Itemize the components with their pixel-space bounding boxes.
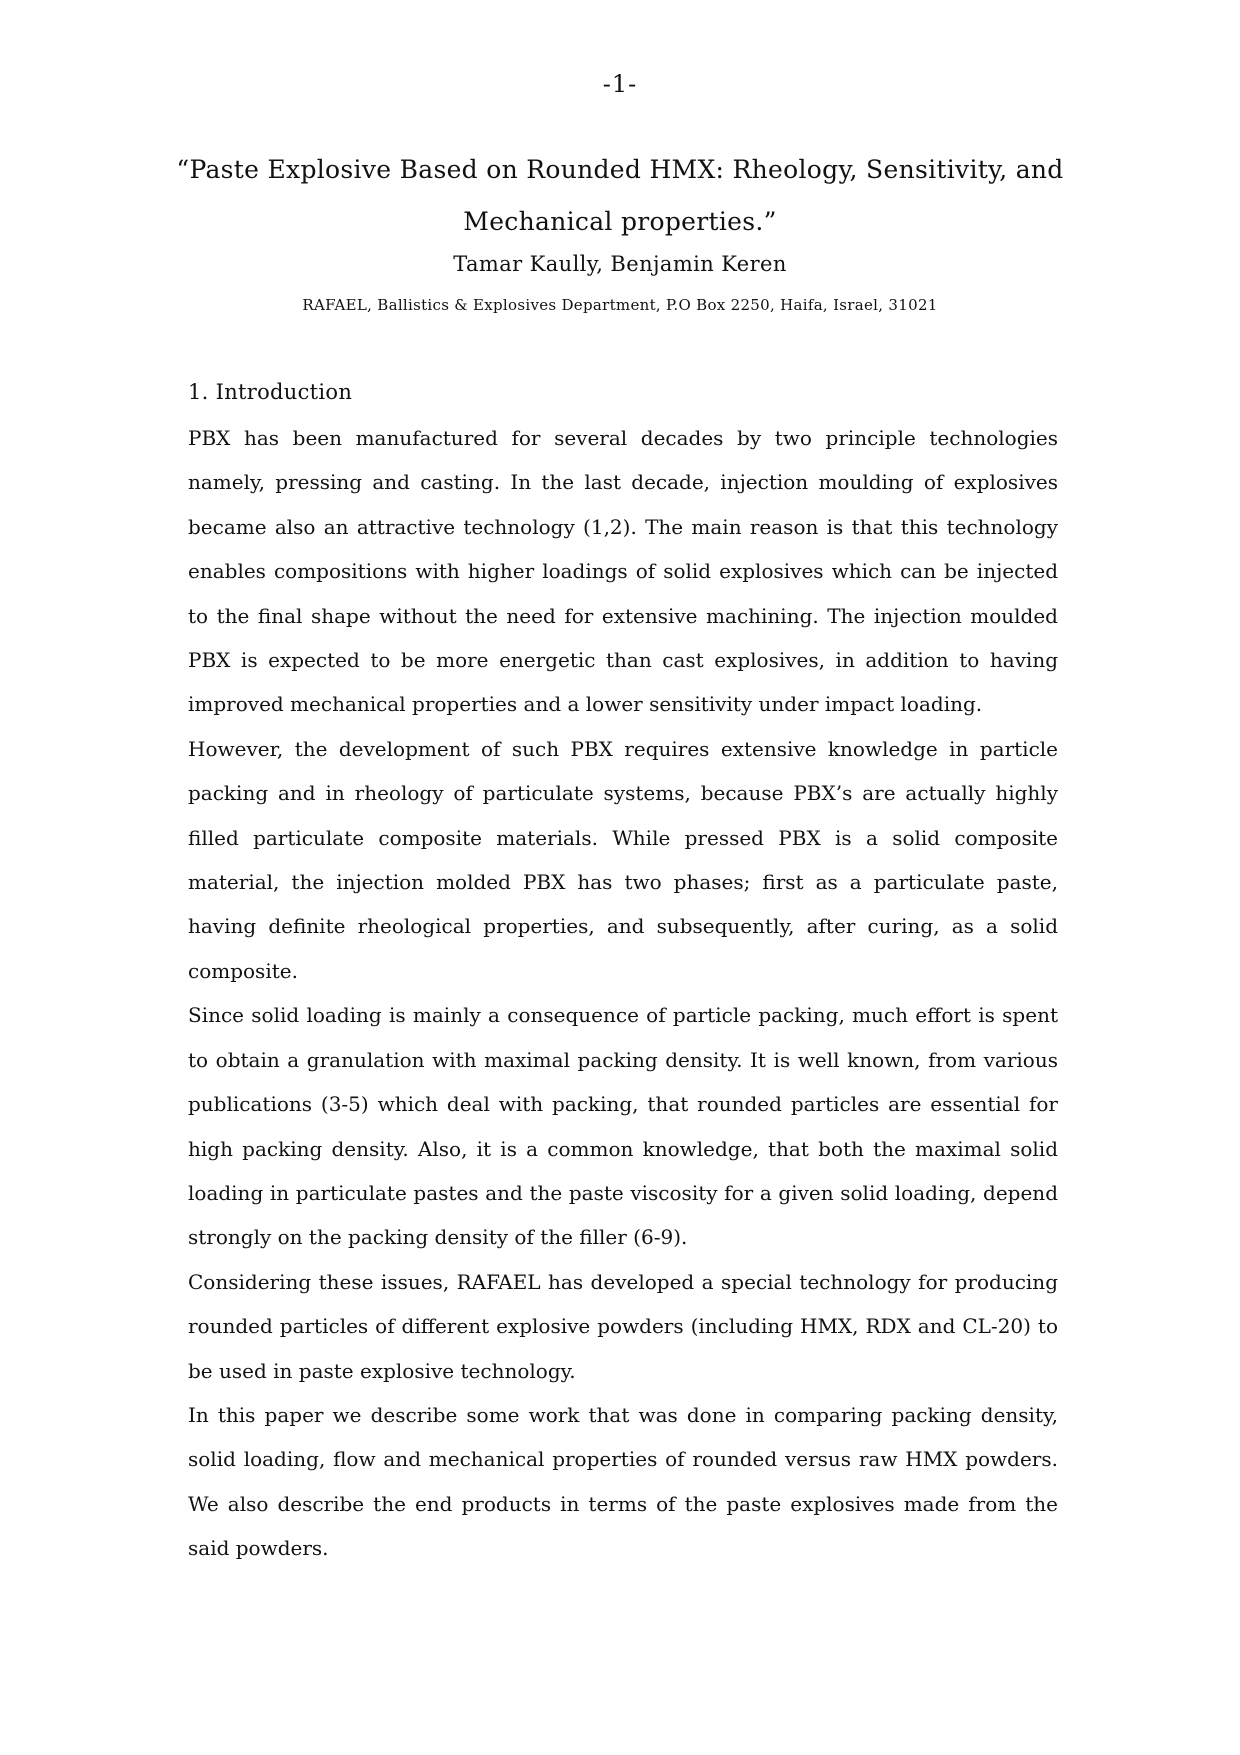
paragraph-1: PBX has been manufactured for several decades by two principle technologies namely, pressing and casting. In the last decade, injection moulding of explosives became also an attractive technology (1,2). The main reason is that this technology enables compositions with higher loadings of solid explosives which can be injected to the final shape without the need for extensive machining. The injection moulded PBX is expected to be more energetic than cast explosives, in addition to having improved mechanical properties and a lower sensitivity under impact loading. (188, 426, 1058, 717)
paragraph-4: Considering these issues, RAFAEL has developed a special technology for producing rounded particles of different explosive powders (including HMX, RDX and CL-20) to be used in paste explosive technology. (188, 1269, 1058, 1383)
affiliation: RAFAEL, Ballistics & Explosives Department, P.O Box 2250, Haifa, Israel, 31021 (302, 296, 938, 314)
page-number: -1- (602, 70, 638, 98)
introduction-body (188, 416, 1058, 1571)
paragraph-2: However, the development of such PBX requires extensive knowledge in particle packing and in rheology of particulate systems, because PBX’s are actually highly filled particulate composite materials. While pressed PBX is a solid composite material, the injection molded PBX has two phases; first as a particulate paste, having definite rheological properties, and subsequently, after curing, as a solid composite. (188, 736, 1058, 983)
paragraph-3: Since solid loading is mainly a consequence of particle packing, much effort is spent to obtain a granulation with maximal packing density. It is well known, from various publications (3-5) which deal with packing, that rounded particles are essential for high packing density. Also, it is a common knowledge, that both the maximal solid loading in particulate pastes and the paste viscosity for a given solid loading, depend strongly on the packing density of the filler (6-9). (188, 1003, 1058, 1250)
paragraph-5: In this paper we describe some work that was done in comparing packing density, solid loading, flow and mechanical properties of rounded versus raw HMX powders. We also describe the end products in terms of the paste explosives made from the said powders. (188, 1402, 1058, 1561)
paper-title: “Paste Explosive Based on Rounded HMX: Rheology, Sensitivity, and Mechanical properties.” (176, 155, 1064, 236)
authors: Tamar Kaully, Benjamin Keren (453, 252, 787, 276)
section-heading: 1. Introduction (188, 380, 353, 404)
